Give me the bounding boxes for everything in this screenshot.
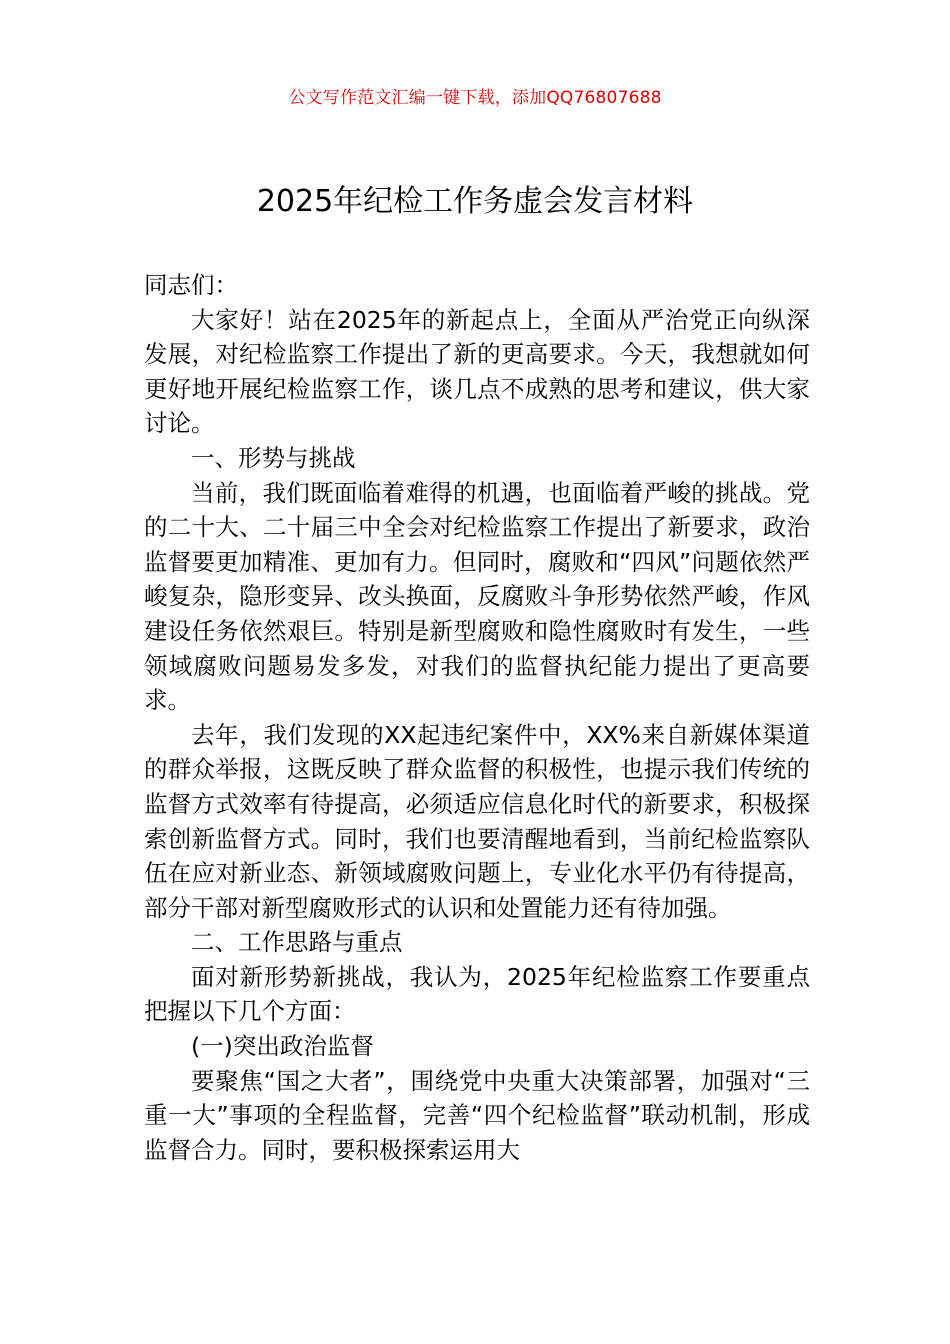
document-title: 2025年纪检工作务虚会发言材料: [256, 184, 694, 219]
document-body: [144, 268, 810, 1167]
subsection-heading-1: (一)突出政治监督: [191, 1032, 374, 1061]
paragraph-political-supervision: 要聚焦“国之大者”，围绕党中央重大决策部署，加强对“三重一大”事项的全程监督，完善“四个纪检监督”联动机制，形成监督合力。同时，要积极探索运用大: [144, 1066, 810, 1164]
section-heading-2: 二、工作思路与重点: [191, 928, 403, 957]
salutation: 同志们：: [144, 271, 238, 299]
paragraph-approach: 面对新形势新挑战，我认为，2025年纪检监察工作要重点把握以下几个方面：: [144, 962, 810, 1026]
section-heading-1: 一、形势与挑战: [191, 443, 356, 472]
paragraph-situation: 当前，我们既面临着难得的机遇，也面临着严峻的挑战。党的二十大、二十届三中全会对纪检监察工作提出了新要求，政治监督要更加精准、更加有力。但同时，腐败和“四风”问题依然严峻复杂，隐形变异、改头换面，反腐败斗争形势依然严峻，作风建设任务依然艰巨。特别是新型腐败和隐性腐败时有发生，一些领域腐败问题易发多发，对我们的监督执纪能力提出了更高要求。: [144, 478, 810, 715]
paragraph-last-year: 去年，我们发现的XX起违纪案件中，XX%来自新媒体渠道的群众举报，这既反映了群众监督的积极性，也提示我们传统的监督方式效率有待提高，必须适应信息化时代的新要求，积极探索创新监督方式。同时，我们也要清醒地看到，当前纪检监察队伍在应对新业态、新领域腐败问题上，专业化水平仍有待提高，部分干部对新型腐败形式的认识和处置能力还有待加强。: [144, 720, 810, 922]
header-ad-text: 公文写作范文汇编一键下载，添加QQ76807688: [288, 88, 662, 108]
paragraph-opening: 大家好！站在2025年的新起点上，全面从严治党正向纵深发展，对纪检监察工作提出了新的更高要求。今天，我想就如何更好地开展纪检监察工作，谈几点不成熟的思考和建议，供大家讨论。: [144, 305, 810, 438]
